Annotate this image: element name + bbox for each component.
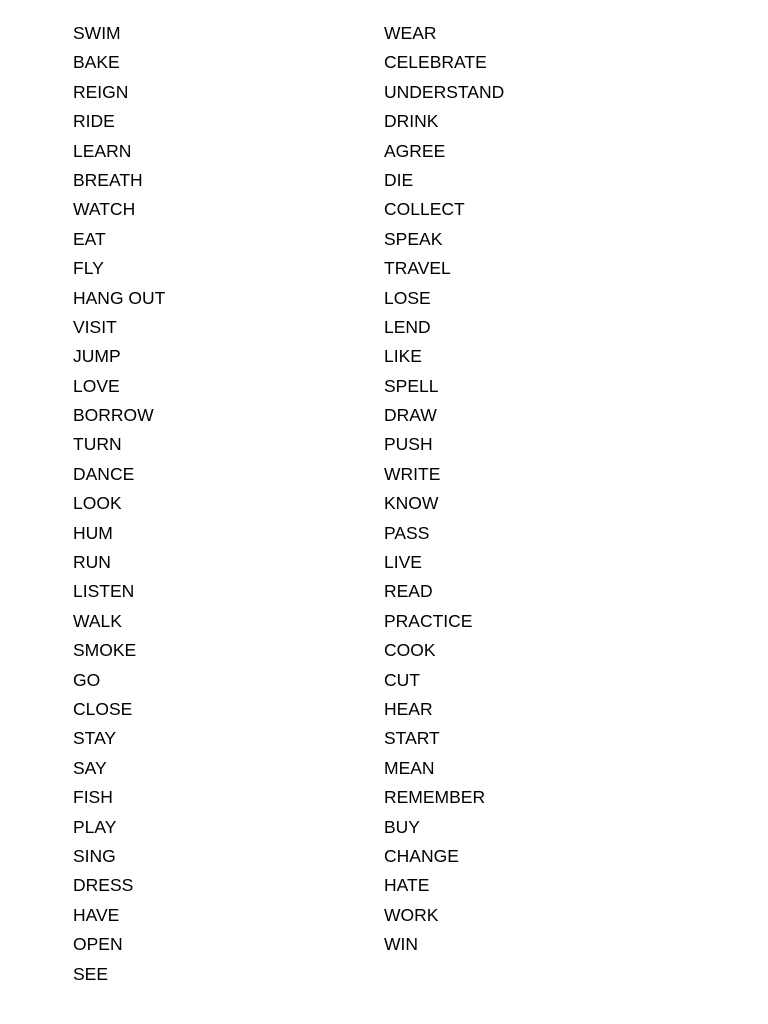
word-item: CLOSE <box>73 698 133 719</box>
word-item: FLY <box>73 258 104 279</box>
word-item: LOVE <box>73 375 120 396</box>
word-item: RIDE <box>73 111 115 132</box>
word-item: DRAW <box>384 405 437 426</box>
word-item: READ <box>384 581 433 602</box>
word-item: CHANGE <box>384 845 459 866</box>
word-item: BAKE <box>73 52 120 73</box>
word-item: WALK <box>73 610 122 631</box>
word-item: AGREE <box>384 140 446 161</box>
word-item: WIN <box>384 934 419 955</box>
word-item: BUY <box>384 816 420 837</box>
word-item: FISH <box>73 787 113 808</box>
word-item: LIKE <box>384 346 422 367</box>
word-item: SPEAK <box>384 228 443 249</box>
word-item: REMEMBER <box>384 787 486 808</box>
word-column-right <box>384 21 504 962</box>
word-item: GO <box>73 669 101 690</box>
word-item: BORROW <box>73 405 154 426</box>
word-item: WEAR <box>384 23 437 43</box>
word-item: SMOKE <box>73 640 137 661</box>
word-item: PUSH <box>384 434 433 455</box>
word-item: SAY <box>73 757 107 778</box>
word-item: DANCE <box>73 463 135 484</box>
word-item: MEAN <box>384 757 435 778</box>
word-item: HEAR <box>384 698 433 719</box>
word-item: PRACTICE <box>384 610 473 631</box>
word-item: RUN <box>73 552 111 573</box>
word-column-left <box>73 21 165 991</box>
word-item: BREATH <box>73 169 143 190</box>
word-item: WRITE <box>384 463 441 484</box>
word-item: TRAVEL <box>384 258 451 279</box>
word-item: SWIM <box>73 23 121 43</box>
word-item: PLAY <box>73 816 117 837</box>
word-item: WORK <box>384 904 439 925</box>
word-item: STAY <box>73 728 117 749</box>
word-item: HUM <box>73 522 113 543</box>
word-item: DRESS <box>73 875 134 896</box>
word-item: LOSE <box>384 287 431 308</box>
word-item: HATE <box>384 875 430 896</box>
word-item: VISIT <box>73 316 117 337</box>
word-item: UNDERSTAND <box>384 81 505 102</box>
word-item: LEARN <box>73 140 132 161</box>
word-item: CUT <box>384 669 420 690</box>
word-item: START <box>384 728 440 749</box>
word-item: JUMP <box>73 346 121 367</box>
word-item: KNOW <box>384 493 439 514</box>
word-item: SING <box>73 845 116 866</box>
word-item: COOK <box>384 640 436 661</box>
word-item: LEND <box>384 316 431 337</box>
word-item: REIGN <box>73 81 129 102</box>
word-item: SEE <box>73 963 109 984</box>
word-item: PASS <box>384 522 430 543</box>
word-item: CELEBRATE <box>384 52 487 73</box>
word-item: HAVE <box>73 904 120 925</box>
word-item: WATCH <box>73 199 136 220</box>
word-item: OPEN <box>73 934 123 955</box>
word-item: LISTEN <box>73 581 135 602</box>
word-item: DIE <box>384 169 414 190</box>
word-item: HANG OUT <box>73 287 166 308</box>
word-item: LIVE <box>384 552 422 573</box>
word-item: EAT <box>73 228 106 249</box>
word-item: LOOK <box>73 493 122 514</box>
word-item: TURN <box>73 434 122 455</box>
word-item: COLLECT <box>384 199 465 220</box>
word-item: SPELL <box>384 375 439 396</box>
word-item: DRINK <box>384 111 439 132</box>
